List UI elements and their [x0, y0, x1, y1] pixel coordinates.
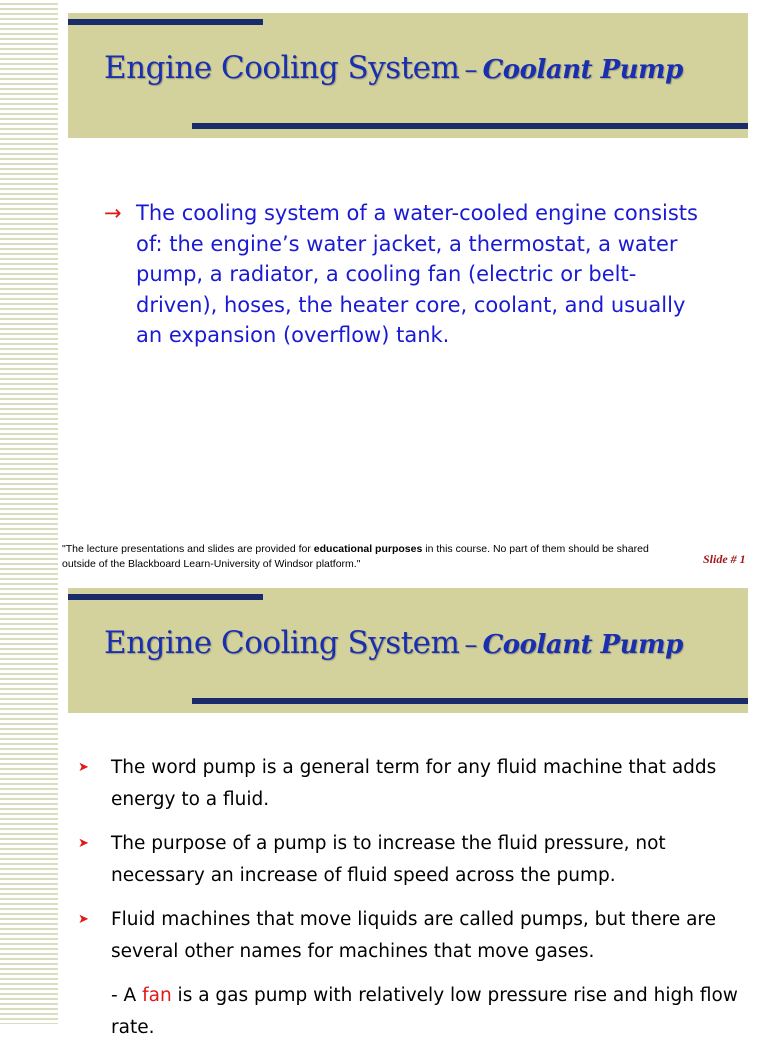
- list-item: [78, 828, 738, 891]
- slide1-title: [104, 50, 683, 86]
- footer-text-bold: educational purposes: [313, 543, 423, 555]
- bullet-text: The word pump is a general term for any fluid machine that adds energy to a fluid.: [111, 757, 717, 810]
- sub-bullet: [78, 980, 738, 1043]
- sub-rest: is a gas pump with relatively low pressure rise and high flow rate.: [111, 985, 738, 1038]
- title-sub: Coolant Pump: [482, 55, 683, 85]
- title-bar-top: [68, 19, 263, 25]
- bullet-text: Fluid machines that move liquids are called pumps, but there are several other names for machines that move gases.: [111, 909, 717, 962]
- title-dash: –: [464, 630, 478, 660]
- triangle-right-icon: ➤: [78, 912, 89, 927]
- decorative-stripe: [0, 0, 58, 1024]
- slide2-title-box: [68, 588, 748, 713]
- fan-highlight: fan: [142, 985, 172, 1006]
- slide-number: Slide # 1: [703, 552, 746, 566]
- title-dash: –: [464, 55, 478, 85]
- bullet-text: The purpose of a pump is to increase the fluid pressure, not necessary an increase of fluid speed across the pump.: [111, 833, 666, 886]
- sub-prefix: - A: [111, 985, 143, 1006]
- arrow-right-icon: →: [104, 201, 122, 225]
- slide1-bullet-text: The cooling system of a water-cooled engine consists of: the engine’s water jacket, a thermostat, a water pump, a radiator, a cooling fan (electric or belt-driven), hoses, the heater core, coolant, and usually an expansion (overflow) tank.: [136, 201, 698, 347]
- disclaimer-footer: [62, 542, 672, 572]
- slide2-title: [104, 625, 683, 661]
- title-bar-top: [68, 594, 263, 600]
- slide2-bullet-list: [78, 752, 738, 1043]
- footer-text-after: in this course. No part of them should be shared outside of the Blackboard Learn-University of Windsor platform.": [62, 543, 649, 570]
- footer-text-before: "The lecture presentations and slides are provided for: [62, 543, 314, 555]
- title-bar-bottom: [192, 698, 748, 704]
- list-item: [78, 752, 738, 815]
- title-bar-bottom: [192, 123, 748, 129]
- triangle-right-icon: ➤: [78, 836, 89, 851]
- list-item: [78, 904, 738, 967]
- title-main: Engine Cooling System: [104, 625, 460, 661]
- title-main: Engine Cooling System: [104, 50, 460, 86]
- slide1-bullet: [104, 198, 704, 351]
- title-sub: Coolant Pump: [482, 630, 683, 660]
- slide1-title-box: [68, 13, 748, 138]
- triangle-right-icon: ➤: [78, 760, 89, 775]
